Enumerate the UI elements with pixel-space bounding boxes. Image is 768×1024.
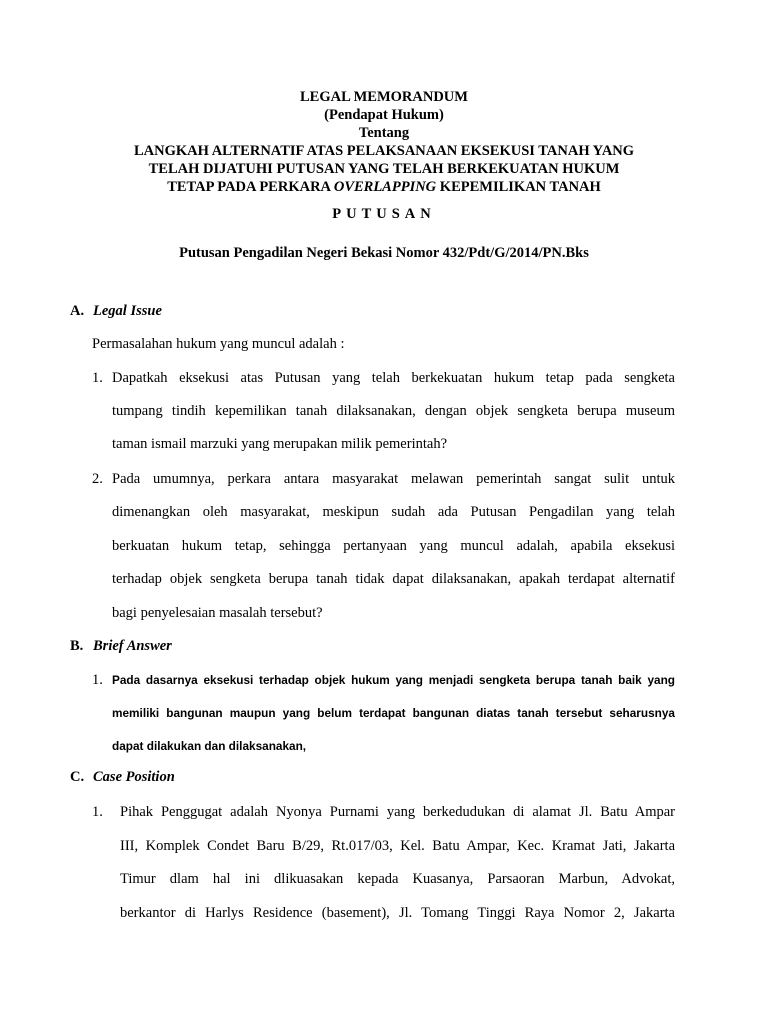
section-c-letter: C.: [70, 769, 85, 785]
item-line: Timur dlam hal ini dlikuasakan kepada Kuasanya, Parsaoran Marbun, Advokat,: [120, 871, 675, 887]
section-c-title: Case Position: [93, 769, 175, 785]
memo-header: [0, 88, 768, 196]
item-line: Dapatkah eksekusi atas Putusan yang telah berkekuatan hukum tetap pada sengketa: [112, 370, 675, 386]
memo-subtitle: (Pendapat Hukum): [324, 107, 444, 123]
item-line: Pada dasarnya eksekusi terhadap objek hukum yang menjadi sengketa berupa tanah baik yang: [112, 673, 675, 687]
memo-topic-line-2: TELAH DIJATUHI PUTUSAN YANG TELAH BERKEKUATAN HUKUM: [148, 161, 620, 177]
item-number: 1.: [92, 672, 103, 688]
item-line: dapat dilakukan dan dilaksanakan,: [112, 739, 307, 753]
section-a-title: Legal Issue: [93, 303, 162, 319]
item-number: 2.: [92, 471, 103, 487]
topic-line-3-italic: OVERLAPPING: [333, 179, 437, 195]
memo-title: LEGAL MEMORANDUM: [300, 89, 468, 105]
section-a-heading: [70, 303, 162, 320]
item-number: 1.: [92, 804, 103, 820]
topic-line-3-post: KEPEMILIKAN TANAH: [436, 179, 601, 195]
item-line: berkuatan hukum tetap, sehingga pertanyaan yang muncul adalah, apabila eksekusi: [112, 538, 675, 554]
memo-topic-line-3: [0, 178, 768, 196]
item-line: taman ismail marzuki yang merupakan milik pemerintah?: [112, 436, 448, 452]
memo-topic-line-1: LANGKAH ALTERNATIF ATAS PELAKSANAAN EKSEKUSI TANAH YANG: [133, 143, 635, 159]
item-number: 1.: [92, 370, 103, 386]
putusan-title: PUTUSAN: [332, 206, 436, 222]
item-line: Pihak Penggugat adalah Nyonya Purnami yang berkedudukan di alamat Jl. Batu Ampar: [120, 804, 675, 820]
putusan-number: Putusan Pengadilan Negeri Bekasi Nomor 432/Pdt/G/2014/PN.Bks: [179, 245, 589, 261]
item-line: dimenangkan oleh masyarakat, meskipun sudah ada Putusan Pengadilan yang telah: [112, 504, 675, 520]
section-a-letter: A.: [70, 303, 85, 319]
section-b-title: Brief Answer: [93, 638, 172, 654]
item-line: memiliki bangunan maupun yang belum terdapat bangunan diatas tanah tersebut seharusnya: [112, 706, 675, 720]
item-line: terhadap objek sengketa berupa tanah tidak dapat dilaksanakan, apakah terdapat alternatif: [112, 571, 675, 587]
item-line: berkantor di Harlys Residence (basement), Jl. Tomang Tinggi Raya Nomor 2, Jakarta: [120, 905, 675, 921]
item-line: Pada umumnya, perkara antara masyarakat melawan pemerintah sangat sulit untuk: [112, 471, 675, 487]
item-line: tumpang tindih kepemilikan tanah dilaksanakan, dengan objek sengketa berupa museum: [112, 403, 675, 419]
section-b-letter: B.: [70, 638, 84, 654]
item-line: III, Komplek Condet Baru B/29, Rt.017/03, Kel. Batu Ampar, Kec. Kramat Jati, Jakarta: [120, 838, 675, 854]
item-line: bagi penyelesaian masalah tersebut?: [112, 605, 323, 621]
topic-line-3-pre: TETAP PADA PERKARA: [167, 179, 334, 195]
section-b-heading: [70, 638, 172, 655]
section-a-intro: Permasalahan hukum yang muncul adalah :: [92, 336, 345, 352]
memo-tentang: Tentang: [358, 125, 410, 141]
section-c-heading: [70, 769, 175, 786]
